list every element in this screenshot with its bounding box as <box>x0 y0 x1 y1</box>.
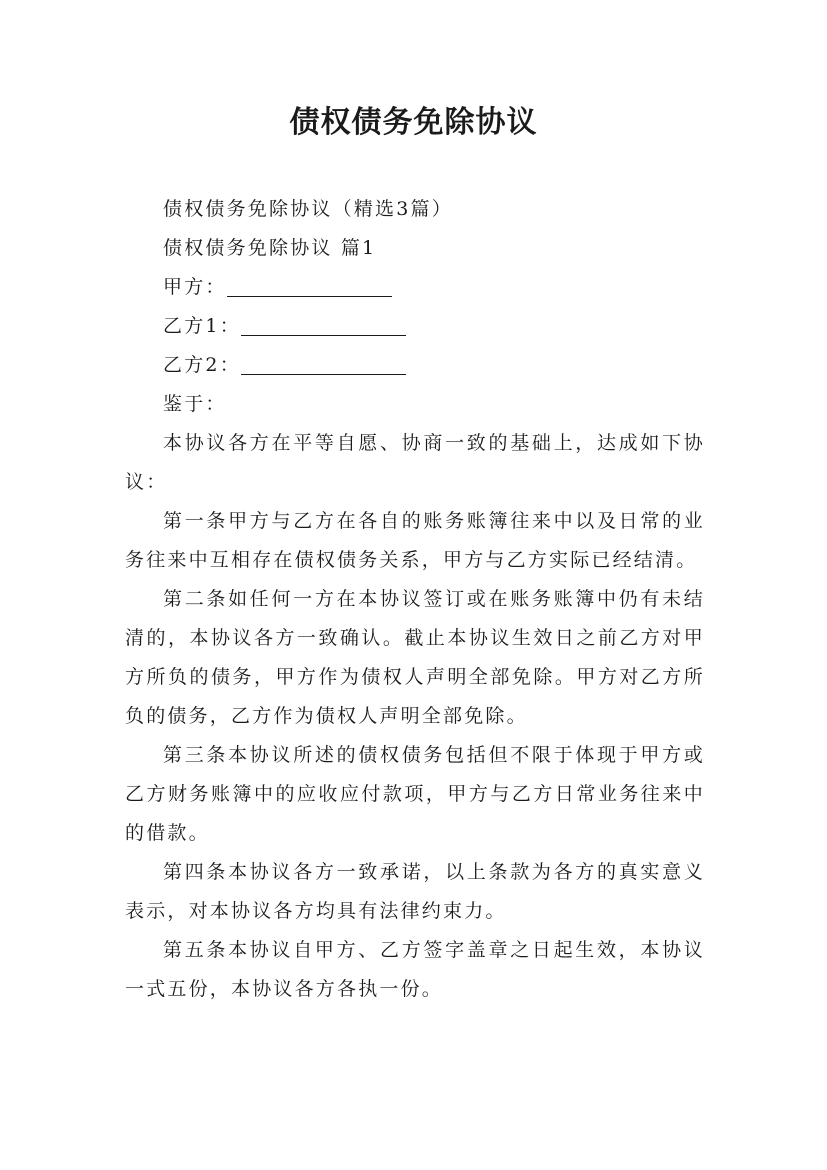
party-a-line <box>125 268 705 307</box>
article-1: 第一条甲方与乙方在各自的账务账簿往来中以及日常的业务往来中互相存在债权债务关系，甲方与乙方实际已经结清。 <box>125 510 705 571</box>
article-2: 第二条如任何一方在本协议签订或在账务账簿中仍有未结清的，本协议各方一致确认。截止本协议生效日之前乙方对甲方所负的债务，甲方作为债权人声明全部免除。甲方对乙方所负的债务，乙方作为债权人声明全部免除。 <box>125 588 705 727</box>
party-a-label: 甲方： <box>163 276 227 298</box>
section-heading: 债权债务免除协议 篇1 <box>163 237 377 259</box>
article-5: 第五条本协议自甲方、乙方签字盖章之日起生效，本协议一式五份，本协议各方各执一份。 <box>125 939 705 1000</box>
party-a-blank <box>227 274 392 297</box>
subtitle-line: 债权债务免除协议（精选3篇） <box>163 198 453 220</box>
party-b2-line <box>125 346 705 385</box>
party-b1-blank <box>241 313 406 336</box>
party-b2-blank <box>241 352 406 375</box>
article-3: 第三条本协议所述的债权债务包括但不限于体现于甲方或乙方财务账簿中的应收应付款项，甲方与乙方日常业务往来中的借款。 <box>125 744 705 844</box>
party-b2-label: 乙方2： <box>163 354 241 376</box>
party-b1-label: 乙方1： <box>163 315 241 337</box>
whereas-line: 鉴于： <box>163 393 227 415</box>
intro-paragraph: 本协议各方在平等自愿、协商一致的基础上，达成如下协议： <box>125 432 705 493</box>
document-body <box>125 190 705 1009</box>
party-b1-line <box>125 307 705 346</box>
document-title: 债权债务免除协议 <box>289 105 538 140</box>
article-4: 第四条本协议各方一致承诺，以上条款为各方的真实意义表示，对本协议各方均具有法律约束力。 <box>125 861 705 922</box>
